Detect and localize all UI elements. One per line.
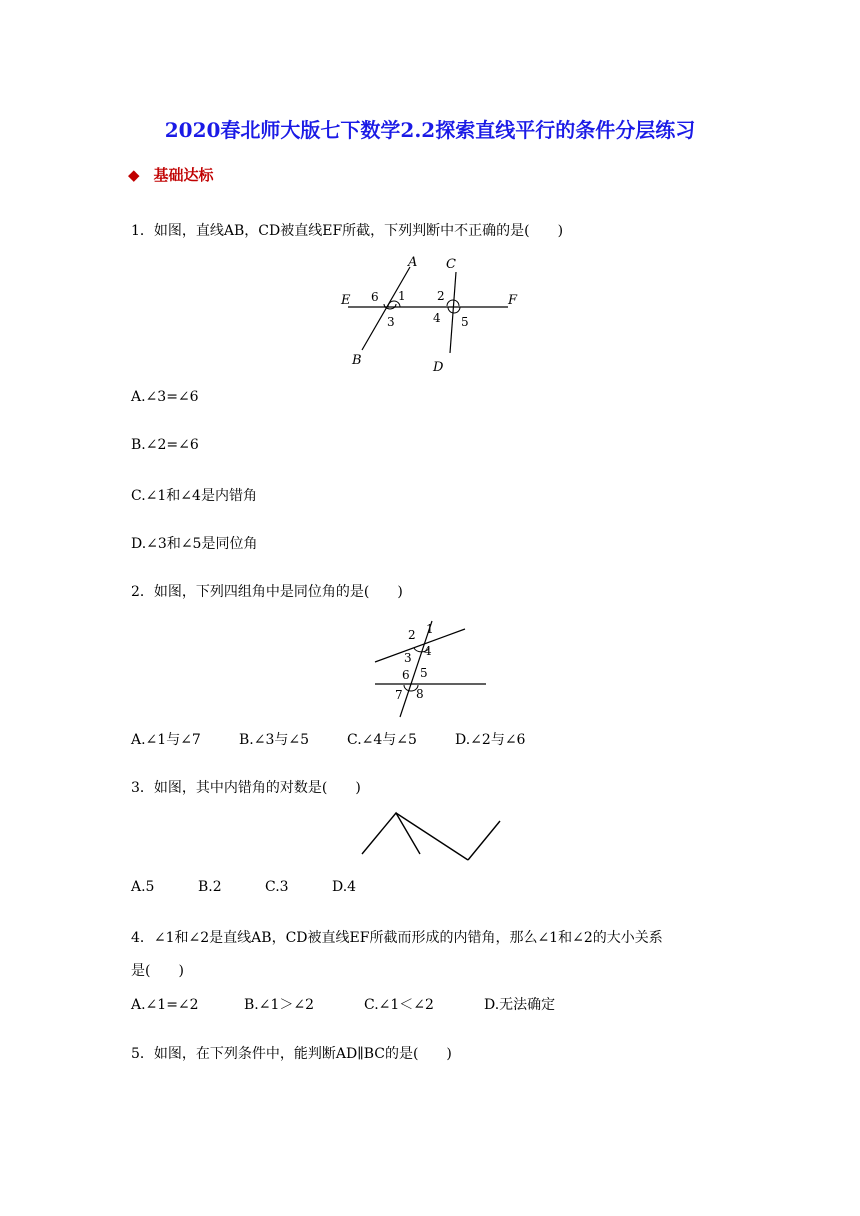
question-3-option-d: D.4 xyxy=(332,879,357,895)
section-heading xyxy=(128,164,214,185)
question-1-figure xyxy=(330,250,530,375)
question-2-option-b: B.∠3与∠5 xyxy=(239,732,310,748)
label-5: 5 xyxy=(420,666,428,680)
question-2-option-d: D.∠2与∠6 xyxy=(455,732,526,748)
question-3-stem: 3．如图，其中内错角的对数是( ) xyxy=(131,780,361,796)
label-6: 6 xyxy=(371,290,379,304)
question-2-option-c: C.∠4与∠5 xyxy=(347,732,417,748)
label-7: 7 xyxy=(395,688,403,702)
label-2: 2 xyxy=(408,628,416,642)
question-2-option-a: A.∠1与∠7 xyxy=(131,732,201,748)
zigzag-segment-long xyxy=(396,813,468,860)
label-5: 5 xyxy=(461,315,469,329)
question-4-options xyxy=(131,994,555,1014)
question-1-option-b: B.∠2=∠6 xyxy=(131,437,199,453)
question-1-option-c: C.∠1和∠4是内错角 xyxy=(131,488,257,504)
page-title: 2020春北师大版七下数学2.2探索直线平行的条件分层练习 xyxy=(164,118,696,142)
label-F: F xyxy=(508,293,518,308)
question-4-option-c: C.∠1＜∠2 xyxy=(364,997,434,1013)
label-B: B xyxy=(352,353,362,368)
label-D: D xyxy=(433,360,444,375)
label-C: C xyxy=(446,257,456,272)
zigzag-segment-end xyxy=(468,821,500,860)
question-1-stem: 1．如图，直线AB，CD被直线EF所截，下列判断中不正确的是( ) xyxy=(131,223,564,239)
question-1-option-a: A.∠3=∠6 xyxy=(131,389,199,405)
question-3-option-c: C.3 xyxy=(265,879,289,895)
question-3-options xyxy=(131,879,356,895)
question-3-figure xyxy=(360,808,502,863)
question-3-option-a: A.5 xyxy=(131,879,155,895)
label-1: 1 xyxy=(398,289,406,303)
question-3-option-b: B.2 xyxy=(198,879,222,895)
label-4: 4 xyxy=(424,644,432,658)
label-4: 4 xyxy=(433,311,441,325)
label-8: 8 xyxy=(416,687,424,701)
question-5-stem: 5．如图，在下列条件中，能判断AD∥BC的是( ) xyxy=(131,1046,452,1062)
label-E: E xyxy=(341,293,351,308)
label-3: 3 xyxy=(387,315,395,329)
question-4-stem-line-1: 4．∠1和∠2是直线AB，CD被直线EF所截而形成的内错角，那么∠1和∠2的大小关系 xyxy=(131,930,663,946)
question-2-options xyxy=(131,729,525,749)
line-ab xyxy=(362,267,410,350)
label-3: 3 xyxy=(404,651,412,665)
question-4-option-b: B.∠1＞∠2 xyxy=(244,997,315,1013)
section-label: 基础达标 xyxy=(153,166,214,184)
label-2: 2 xyxy=(437,289,445,303)
label-A: A xyxy=(408,255,418,270)
question-4-stem-line-2: 是( ) xyxy=(131,963,184,979)
diamond-bullet-icon: ◆ xyxy=(128,166,140,184)
zigzag-polyline xyxy=(362,813,420,854)
question-4-option-d: D.无法确定 xyxy=(484,997,556,1013)
question-2-figure xyxy=(370,615,490,720)
question-2-stem: 2．如图，下列四组角中是同位角的是( ) xyxy=(131,584,403,600)
question-4-option-a: A.∠1=∠2 xyxy=(131,997,199,1013)
angle-arc-right xyxy=(448,307,460,313)
label-6: 6 xyxy=(402,668,410,682)
question-1-option-d: D.∠3和∠5是同位角 xyxy=(131,536,258,552)
label-1: 1 xyxy=(426,622,434,636)
